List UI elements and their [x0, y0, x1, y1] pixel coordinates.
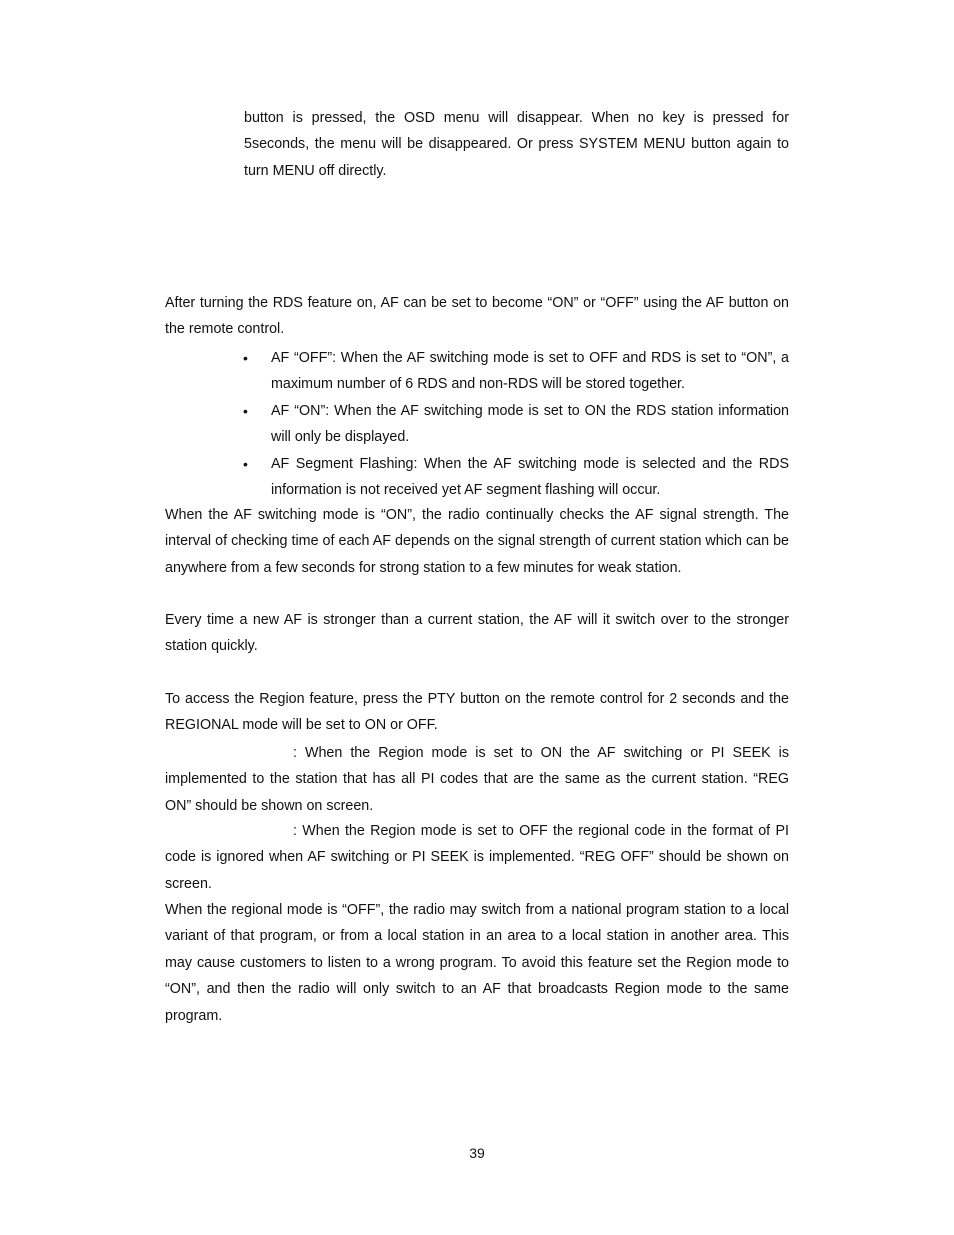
- list-item-text: AF “OFF”: When the AF switching mode is set to OFF and RDS is set to “ON”, a maximum number of 6 RDS and non-RDS will be stored together.: [271, 350, 789, 393]
- region-off-paragraph: : When the Region mode is set to OFF the regional code in the format of PI code is ignored when AF switching or PI SEEK is implemented. “REG OFF” should be shown on screen.: [165, 823, 789, 892]
- bullet-icon: •: [243, 455, 248, 472]
- region-intro-paragraph: To access the Region feature, press the PTY button on the remote control for 2 seconds and the REGIONAL mode will be set to ON or OFF.: [165, 691, 789, 734]
- list-item: [243, 451, 789, 504]
- bullet-icon: •: [243, 402, 248, 419]
- af-mode-list: [243, 345, 789, 503]
- menu-note-paragraph: button is pressed, the OSD menu will disappear. When no key is pressed for 5seconds, the menu will be disappeared. Or press SYSTEM MENU button again to turn MENU off directly.: [244, 110, 789, 179]
- list-item-text: AF “ON”: When the AF switching mode is set to ON the RDS station information will only be displayed.: [271, 402, 789, 446]
- af-intro-paragraph: After turning the RDS feature on, AF can be set to become “ON” or “OFF” using the AF button on the remote control.: [165, 295, 789, 338]
- list-item: [243, 398, 789, 451]
- page-number: 39: [469, 1145, 485, 1161]
- af-stronger-paragraph: Every time a new AF is stronger than a current station, the AF will it switch over to the stronger station quickly.: [165, 612, 789, 655]
- regional-off-note-paragraph: When the regional mode is “OFF”, the radio may switch from a national program station to a local variant of that program, or from a local station in an area to a local station in another area. This may cause customers to listen to a wrong program. To avoid this feature set the Region mode to “ON”, and then the radio will only switch to an AF that broadcasts Region mode to the same program.: [165, 902, 789, 1024]
- bullet-icon: •: [243, 350, 248, 366]
- region-on-paragraph: : When the Region mode is set to ON the AF switching or PI SEEK is implemented to the station that has all PI codes that are the same as the current station. “REG ON” should be shown on screen.: [165, 745, 789, 814]
- list-item-text: AF Segment Flashing: When the AF switching mode is selected and the RDS information is not received yet AF segment flashing will occur.: [271, 455, 789, 499]
- list-item: [243, 345, 789, 398]
- af-on-checks-paragraph: When the AF switching mode is “ON”, the radio continually checks the AF signal strength. The interval of checking time of each AF depends on the signal strength of current station which can be anywhere from a few seconds for strong station to a few minutes for weak station.: [165, 507, 789, 576]
